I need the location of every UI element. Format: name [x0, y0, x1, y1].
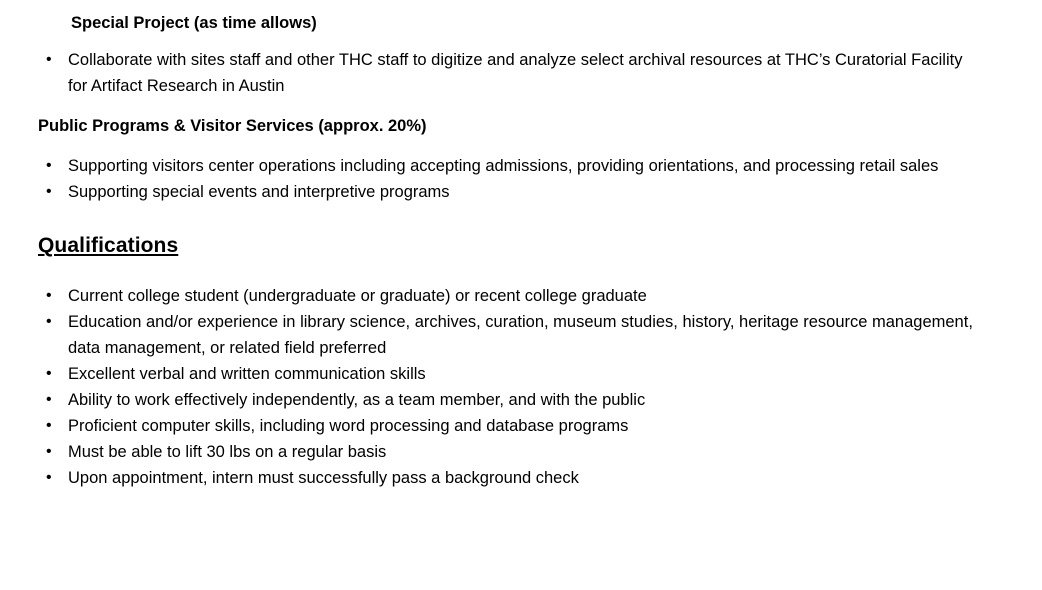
- bullet-icon: •: [46, 157, 52, 175]
- spacer: [38, 205, 982, 229]
- list-item-text: Current college student (undergraduate or graduate) or recent college graduate: [68, 286, 647, 305]
- public-programs-bullet-list: [38, 153, 982, 205]
- list-item-text: Collaborate with sites staff and other THC staff to digitize and analyze select archival resources at THC’s Curatorial Facility for Artifact Research in Austin: [68, 51, 963, 96]
- document-body: [38, 10, 982, 491]
- bullet-icon: •: [46, 312, 52, 330]
- special-project-heading-note: (as time allows): [189, 14, 317, 32]
- spacer: [38, 38, 982, 47]
- list-item-text: Must be able to lift 30 lbs on a regular basis: [68, 442, 387, 461]
- list-item-text: Proficient computer skills, including word processing and database programs: [68, 416, 629, 435]
- bullet-icon: •: [46, 416, 52, 434]
- special-project-bullet-list: [38, 47, 982, 99]
- list-item: [38, 309, 982, 361]
- list-item: [38, 47, 982, 99]
- list-item: [38, 153, 982, 179]
- spacer: [38, 263, 982, 283]
- list-item-text: Education and/or experience in library science, archives, curation, museum studies, history, heritage resource management, data management, or related field preferred: [68, 312, 973, 357]
- list-item: [38, 361, 982, 387]
- list-item: [38, 283, 982, 309]
- list-item-text: Supporting special events and interpretive programs: [68, 183, 450, 202]
- bullet-icon: •: [46, 390, 52, 408]
- bullet-icon: •: [46, 468, 52, 486]
- bullet-icon: •: [46, 286, 52, 304]
- list-item-text: Upon appointment, intern must successfully pass a background check: [68, 468, 579, 487]
- list-item-text: Ability to work effectively independently, as a team member, and with the public: [68, 390, 646, 409]
- bullet-icon: •: [46, 51, 52, 69]
- list-item: [38, 179, 982, 205]
- special-project-heading-text: Special Project: [71, 14, 190, 32]
- list-item-text: Supporting visitors center operations including accepting admissions, providing orientations, and processing retail sales: [68, 157, 939, 176]
- public-programs-heading: Public Programs & Visitor Services (approx. 20%): [38, 117, 427, 136]
- qualifications-heading: Qualifications: [38, 234, 179, 258]
- special-project-heading: [71, 10, 982, 36]
- list-item: [38, 465, 982, 491]
- list-item: [38, 387, 982, 413]
- list-item: [38, 439, 982, 465]
- spacer: [38, 99, 982, 113]
- bullet-icon: •: [46, 183, 52, 201]
- bullet-icon: •: [46, 364, 52, 382]
- list-item-text: Excellent verbal and written communication skills: [68, 364, 426, 383]
- spacer: [38, 139, 982, 153]
- qualifications-bullet-list: [38, 283, 982, 492]
- list-item: [38, 413, 982, 439]
- bullet-icon: •: [46, 442, 52, 460]
